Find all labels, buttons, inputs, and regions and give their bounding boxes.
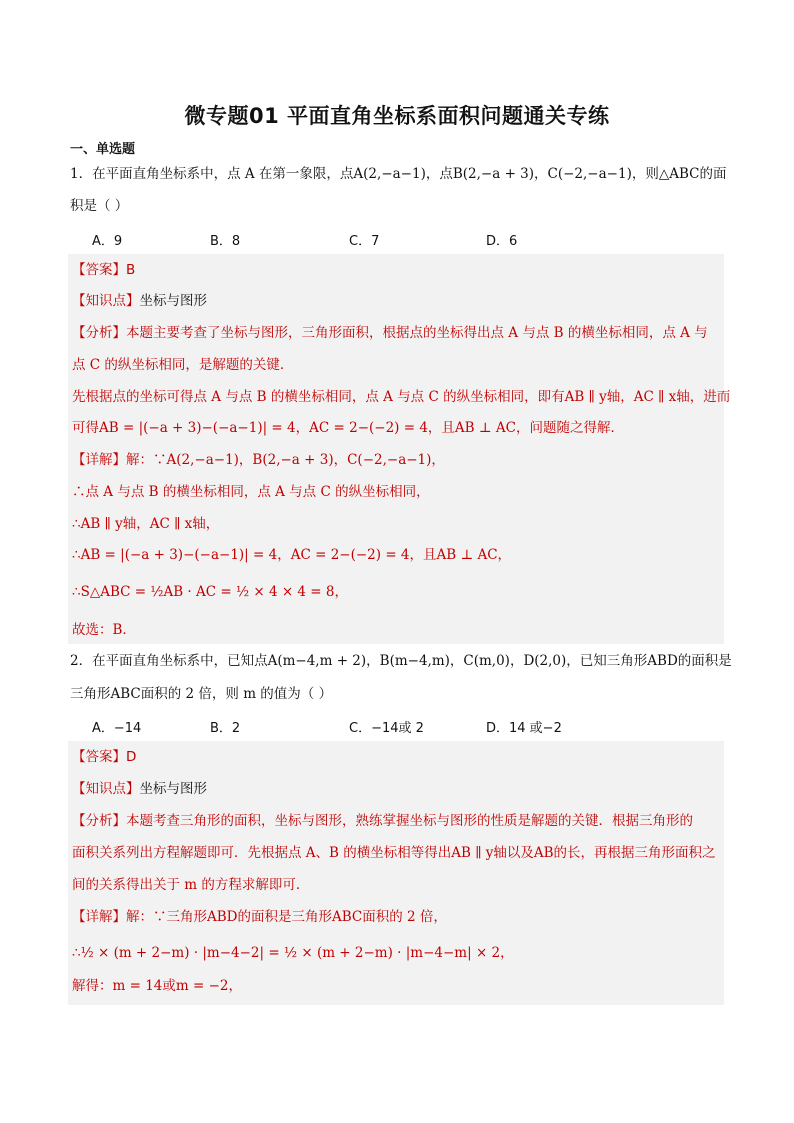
- page-title: 微专题01 平面直角坐标系面积问题通关专练: [184, 104, 610, 128]
- q1-analysis-line4: 可得AB = |(−a + 3)−(−a−1)| = 4，AC = 2−(−2) = 4，且AB ⊥ AC，问题随之得解．: [72, 420, 624, 436]
- q2-answer: 【答案】D: [72, 749, 137, 765]
- q1-detail-line1: 【详解】解：∵A(2,−a−1)，B(2,−a + 3)，C(−2,−a−1)，: [72, 452, 445, 468]
- q2-detail-line1: 【详解】解：∵三角形ABD的面积是三角形ABC面积的 2 倍，: [72, 909, 447, 925]
- q1-detail-line4: ∴AB = |(−a + 3)−(−a−1)| = 4，AC = 2−(−2) = 4，且AB ⊥ AC，: [72, 547, 512, 563]
- q2-option-a: A．−14: [92, 721, 142, 736]
- q1-option-a: A．9: [92, 234, 123, 249]
- q1-solution-panel: [68, 254, 731, 644]
- q2-solution-panel: [68, 741, 724, 1005]
- q1-stem-line1: 1．在平面直角坐标系中，点 A 在第一象限，点A(2,−a−1)，点B(2,−a + 3)，C(−2,−a−1)，则△ABC的面: [70, 166, 727, 182]
- q2-stem-line2: 三角形ABC面积的 2 倍，则 m 的值为（ ）: [70, 686, 333, 702]
- q2-analysis-line3: 间的关系得出关于 m 的方程求解即可．: [72, 877, 310, 893]
- q1-detail-line3: ∴AB ∥ y轴，AC ∥ x轴，: [72, 516, 220, 532]
- q1-answer: 【答案】B: [72, 262, 136, 278]
- q2-option-b: B．2: [210, 721, 241, 736]
- q1-knowledge-point: 【知识点】坐标与图形: [72, 293, 207, 309]
- section-heading: 一、单选题: [70, 142, 136, 157]
- q1-option-b: B．8: [210, 234, 241, 249]
- q1-option-d: D．6: [486, 234, 518, 249]
- q2-detail-line2: ∴½ × (m + 2−m) · |m−4−2| = ½ × (m + 2−m) · |m−4−m| × 2，: [72, 945, 514, 961]
- q2-option-c: C．−14或 2: [349, 721, 424, 736]
- q1-detail-line2: ∴点 A 与点 B 的横坐标相同，点 A 与点 C 的纵坐标相同，: [72, 484, 430, 500]
- q2-analysis-line2: 面积关系列出方程解题即可．先根据点 A、B 的横坐标相等得出AB ∥ y轴以及AB的长，再根据三角形面积之: [72, 845, 716, 861]
- q1-stem-line2: 积是（ ）: [70, 198, 129, 214]
- q1-analysis-line1: 【分析】本题主要考查了坐标与图形，三角形面积，根据点的坐标得出点 A 与点 B 的横坐标相同，点 A 与: [72, 325, 708, 341]
- q2-detail-line3: 解得：m = 14或m = −2，: [72, 978, 242, 994]
- q1-analysis-line2: 点 C 的纵坐标相同，是解题的关键．: [72, 357, 294, 373]
- q2-analysis-line1: 【分析】本题考查三角形的面积，坐标与图形，熟练掌握坐标与图形的性质是解题的关键．根据三角形的: [72, 813, 693, 829]
- q1-option-c: C．7: [349, 234, 380, 249]
- q1-detail-line6: 故选：B．: [72, 622, 136, 638]
- q2-answer-value: D: [126, 749, 137, 765]
- q2-option-d: D．14 或−2: [486, 721, 562, 736]
- q2-stem-line1: 2．在平面直角坐标系中，已知点A(m−4,m + 2)，B(m−4,m)，C(m,0)，D(2,0)，已知三角形ABD的面积是: [70, 653, 732, 669]
- q1-answer-value: B: [126, 262, 136, 278]
- q1-analysis-line3: 先根据点的坐标可得点 A 与点 B 的横坐标相同，点 A 与点 C 的纵坐标相同，即有AB ∥ y轴，AC ∥ x轴，进而: [72, 389, 731, 405]
- q2-knowledge-point: 【知识点】坐标与图形: [72, 781, 207, 797]
- q1-detail-line5: ∴S△ABC = ½AB · AC = ½ × 4 × 4 = 8，: [72, 584, 348, 600]
